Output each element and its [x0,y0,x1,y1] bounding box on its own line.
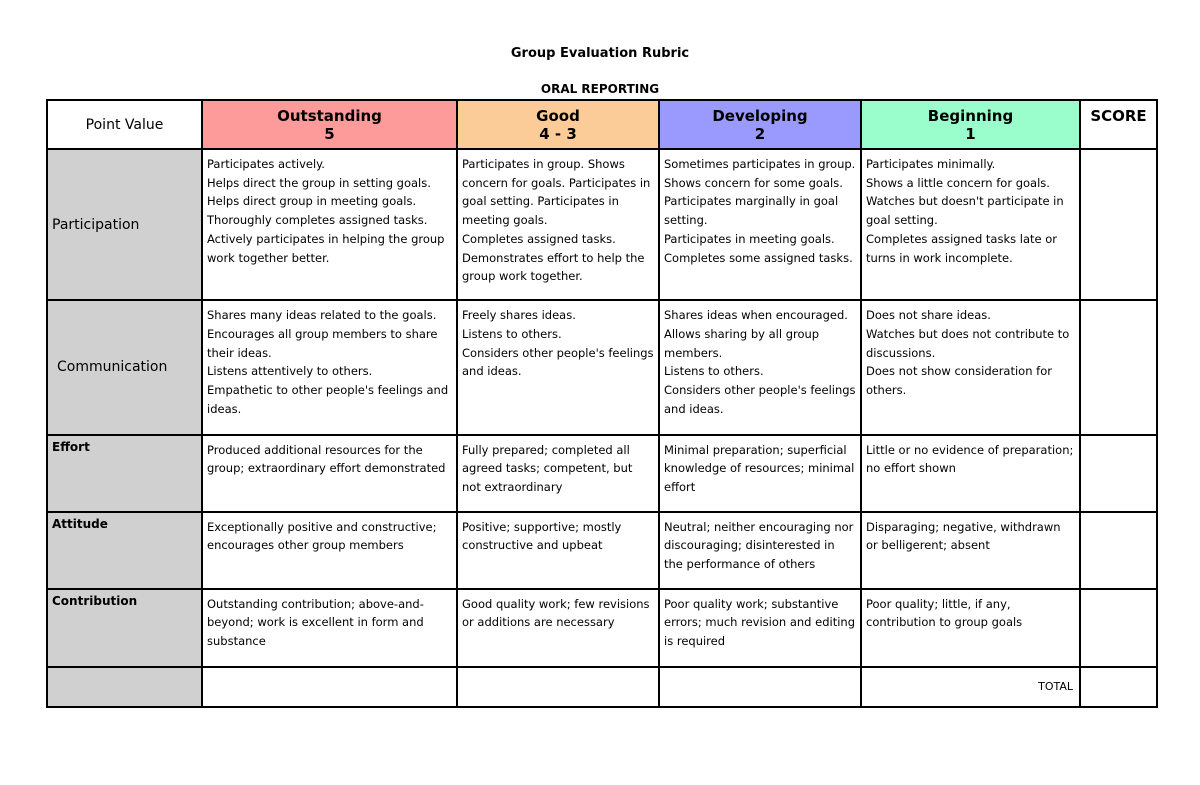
criterion-line: Fully prepared; completed all agreed tasks; competent, but not extraordinary [462,442,633,494]
criterion-line: Completes assigned tasks late or turns in work incomplete. [866,231,1058,265]
criterion-line: Demonstrates effort to help the group work together. [462,250,645,284]
criterion-line: Empathetic to other people's feelings and ideas. [207,383,449,416]
header-row [47,100,1157,149]
cell-participation-good [457,149,659,300]
criterion-line: Does not share ideas. [866,308,991,323]
cell-communication-outstanding [202,300,457,434]
criterion-line: Watches but doesn't participate in goal setting. [866,194,1064,228]
cell-effort-developing [659,435,861,512]
criterion-line: Participates in group. Shows concern for goals. Participates in goal setting. Participates in meeting goals. [462,157,651,228]
rubric-table [46,99,1158,708]
cell-communication-good [457,300,659,434]
rubric-row-attitude [47,512,1157,589]
score-cell-communication[interactable] [1080,300,1157,434]
good-points: 4 - 3 [539,125,577,143]
criterion-line: Allows sharing by all group members. [664,327,820,360]
criterion-line: Produced additional resources for the group; extraordinary effort demonstrated [207,442,446,476]
criterion-line: Outstanding contribution; above-and-beyond; work is excellent in form and substance [207,596,424,649]
criterion-line: Sometimes participates in group. [664,157,856,172]
total-label: TOTAL [861,667,1080,707]
total-row-empty-good [457,667,659,707]
cell-contribution-good [457,589,659,667]
point-value-header: Point Value [47,100,202,149]
document-title: Group Evaluation Rubric [510,46,690,61]
criterion-line: Listens attentively to others. [207,364,373,379]
criterion-line: Participates actively. [207,157,325,172]
total-row-label-cell [47,667,202,707]
criterion-line: Little or no evidence of preparation; no effort shown [866,442,1074,476]
cell-contribution-developing [659,589,861,667]
row-label-attitude: Attitude [47,512,202,589]
criterion-line: Does not show consideration for others. [866,364,1052,398]
rubric-row-effort [47,435,1157,512]
developing-label: Developing [712,107,808,125]
criterion-line: Participates marginally in goal setting. [664,194,839,228]
cell-participation-developing [659,149,861,300]
criterion-line: Participates minimally. [866,157,996,172]
developing-header [659,100,861,149]
outstanding-points: 5 [324,125,335,143]
beginning-points: 1 [965,125,976,143]
cell-attitude-developing [659,512,861,589]
criterion-line: Encourages all group members to share their ideas. [207,327,438,360]
criterion-line: Completes assigned tasks. [462,231,616,246]
criterion-line: Helps direct the group in setting goals. [207,175,431,190]
criterion-line: Shares many ideas related to the goals. [207,308,437,323]
cell-communication-beginning [861,300,1080,434]
criterion-line: Participates in meeting goals. [664,231,835,246]
criterion-line: Listens to others. [462,327,562,342]
document-subtitle: ORAL REPORTING [540,82,660,96]
total-score-cell[interactable] [1080,667,1157,707]
total-row [47,667,1157,707]
score-cell-participation[interactable] [1080,149,1157,300]
score-cell-effort[interactable] [1080,435,1157,512]
criterion-line: Neutral; neither encouraging nor discouraging; disinterested in the performance of others [664,519,854,572]
row-label-communication: Communication [47,300,202,434]
criterion-line: Considers other people's feelings and ideas. [462,345,654,379]
criterion-line: Poor quality; little, if any, contribution to group goals [866,596,1023,630]
criterion-line: Disparaging; negative, withdrawn or belligerent; absent [866,519,1061,553]
criterion-line: Poor quality work; substantive errors; much revision and editing is required [664,596,855,649]
total-row-empty-developing [659,667,861,707]
criterion-line: Exceptionally positive and constructive; encourages other group members [207,519,437,553]
rubric-row-contribution [47,589,1157,667]
criterion-line: Completes some assigned tasks. [664,250,853,265]
criterion-line: Considers other people's feelings and ideas. [664,383,856,416]
beginning-label: Beginning [927,107,1014,125]
cell-contribution-outstanding [202,589,457,667]
rubric-row-participation [47,149,1157,300]
developing-points: 2 [754,125,766,143]
score-header: SCORE [1080,100,1157,149]
cell-attitude-outstanding [202,512,457,589]
rubric-row-communication [47,300,1157,434]
cell-participation-beginning [861,149,1080,300]
cell-effort-good [457,435,659,512]
row-label-participation: Participation [47,149,202,300]
criterion-line: Helps direct group in meeting goals. [207,194,417,209]
criterion-line: Freely shares ideas. [462,308,576,323]
criterion-line: Shows concern for some goals. [664,175,843,190]
criterion-line: Watches but does not contribute to discussions. [866,327,1070,360]
row-label-effort: Effort [47,435,202,512]
good-label: Good [536,107,580,125]
cell-attitude-good [457,512,659,589]
cell-attitude-beginning [861,512,1080,589]
row-label-contribution: Contribution [47,589,202,667]
outstanding-header [202,100,457,149]
outstanding-label: Outstanding [277,107,382,125]
criterion-line: Shows a little concern for goals. [866,175,1050,190]
criterion-line: Minimal preparation; superficial knowledge of resources; minimal effort [664,442,855,494]
cell-communication-developing [659,300,861,434]
score-cell-contribution[interactable] [1080,589,1157,667]
cell-contribution-beginning [861,589,1080,667]
criterion-line: Positive; supportive; mostly constructive and upbeat [462,519,622,553]
good-header [457,100,659,149]
criterion-line: Good quality work; few revisions or additions are necessary [462,596,650,630]
cell-effort-outstanding [202,435,457,512]
cell-participation-outstanding [202,149,457,300]
criterion-line: Shares ideas when encouraged. [664,308,848,323]
total-row-empty-outstanding [202,667,457,707]
score-cell-attitude[interactable] [1080,512,1157,589]
beginning-header [861,100,1080,149]
cell-effort-beginning [861,435,1080,512]
criterion-line: Listens to others. [664,364,764,379]
criterion-line: Thoroughly completes assigned tasks. [207,213,428,228]
criterion-line: Actively participates in helping the group work together better. [207,231,445,265]
